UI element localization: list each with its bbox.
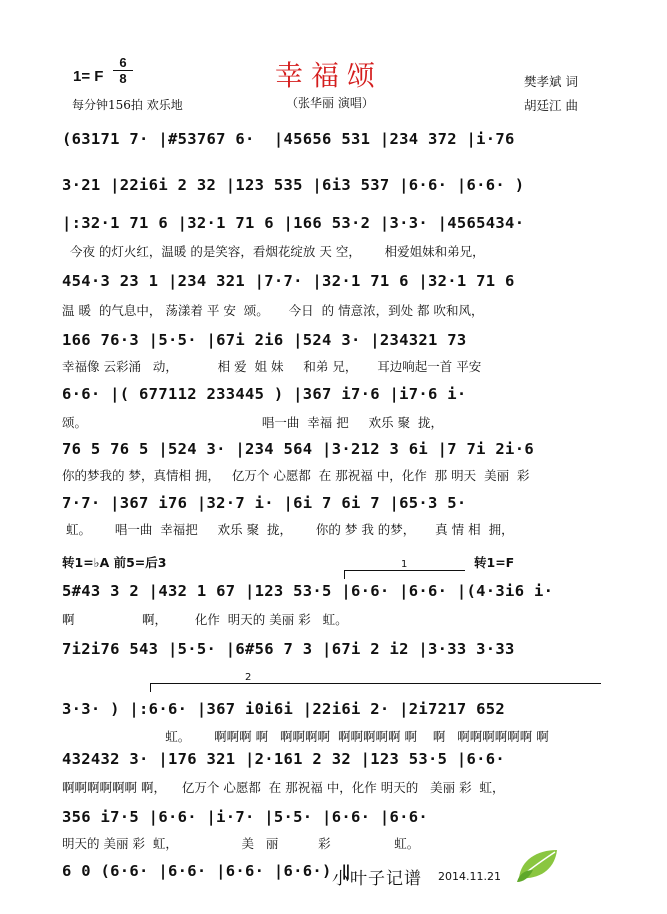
notation-row-12: 432432 3· |176 321 |2·161 2 32 |123 53·5 |6·6· [62,750,506,768]
second-ending-bracket: 2 [150,683,601,692]
first-ending-bracket: 1 [344,570,465,579]
lyrics-row-3: 今夜 的灯火红，温暖 的是笑容，看烟花绽放 天 空， 相爱姐妹和弟兄， [62,244,485,259]
notation-row-5: 166 76·3 |5·5· |67i 2i6 |524 3· |234321 73 [62,331,467,349]
lyrics-row-5: 幸福像 云彩涌 动， 相 爱 姐 妹 和弟 兄， 耳边响起一首 平安 [62,359,482,374]
transcriber-signature: 小叶子记谱 [332,869,422,889]
tea-leaf-icon [515,848,561,884]
notation-row-4: 454·3 23 1 |234 321 |7·7· |32·1 71 6 |32·1 71 6 [62,272,515,290]
notation-row-2: 3·21 |22i6i 2 32 |123 535 |6i3 537 |6·6· |6·6· ) [62,176,525,194]
key-signature: 1= F [73,68,104,85]
notation-row-7: 76 5 76 5 |524 3· |234 564 |3·212 3 6i |7 7i 2i·6 [62,440,534,458]
lyrics-row-13: 明天的 美丽 彩 虹， 美 丽 彩 虹。 [62,836,420,851]
lyrics-row-6: 颂。 唱一曲 幸福 把 欢乐 聚 拢， [62,415,444,430]
lyrics-row-4: 温 暖 的气息中， 荡漾着 平 安 颂。 今日 的 情意浓，到处 都 吹和风， [62,303,484,318]
transcription-date: 2014.11.21 [438,870,501,883]
lyricist-credit: 樊孝斌 词 [524,74,578,89]
lyrics-row-8: 虹。 唱一曲 幸福把 欢乐 聚 拢， 你的 梦 我 的梦， 真 情 相 拥， [62,522,514,537]
lyrics-row-12: 啊啊啊啊啊啊 啊， 亿万个 心愿都 在 那祝福 中，化作 明天的 美丽 彩 虹， [62,780,505,795]
time-signature-top: 6 [119,55,127,70]
modulation-note: 转1=♭A 前5=后3 [62,555,167,570]
time-signature [113,56,133,85]
key-return-note: 转1=F [474,555,515,570]
song-title: 幸福颂 [275,59,384,92]
notation-row-10: 7i2i76 543 |5·5· |6#56 7 3 |67i 2 i2 |3·33 3·33 [62,640,515,658]
lyrics-row-7: 你的梦我的 梦，真情相 拥， 亿万个 心愿都 在 那祝福 中，化作 那 明天 美丽 彩 [62,468,530,483]
notation-row-11: 3·3· ) |:6·6· |367 i0i6i |22i6i 2· |2i7217 652 [62,700,506,718]
time-signature-bottom: 8 [119,71,127,86]
composer-credit: 胡廷江 曲 [524,98,578,113]
lyrics-row-11: 虹。 啊啊啊 啊 啊啊啊啊 啊啊啊啊啊 啊 啊 啊啊啊啊啊啊 啊 [62,729,549,744]
notation-row-8: 7·7· |367 i76 |32·7 i· |6i 7 6i 7 |65·3 5· [62,494,467,512]
notation-row-14: 6 0 (6·6· |6·6· |6·6· |6·6·) ‖ [62,862,351,880]
singer-credit: （张华丽 演唱） [286,96,374,110]
notation-row-1: (63171 7· |#53767 6· |45656 531 |234 372 |i·76 [62,130,515,148]
lyrics-row-9: 啊 啊， 化作 明天的 美丽 彩 虹。 [62,612,348,627]
notation-row-6: 6·6· |( 677112 233445 ) |367 i7·6 |i7·6 i· [62,385,467,403]
tempo-marking: 每分钟156拍 欢乐地 [72,98,183,112]
notation-row-13: 356 i7·5 |6·6· |i·7· |5·5· |6·6· |6·6· [62,808,429,826]
notation-row-9: 5#43 3 2 |432 1 67 |123 53·5 |6·6· |6·6· |(4·3i6 i· [62,582,554,600]
notation-row-3: |:32·1 71 6 |32·1 71 6 |166 53·2 |3·3· |4565434· [62,214,525,232]
